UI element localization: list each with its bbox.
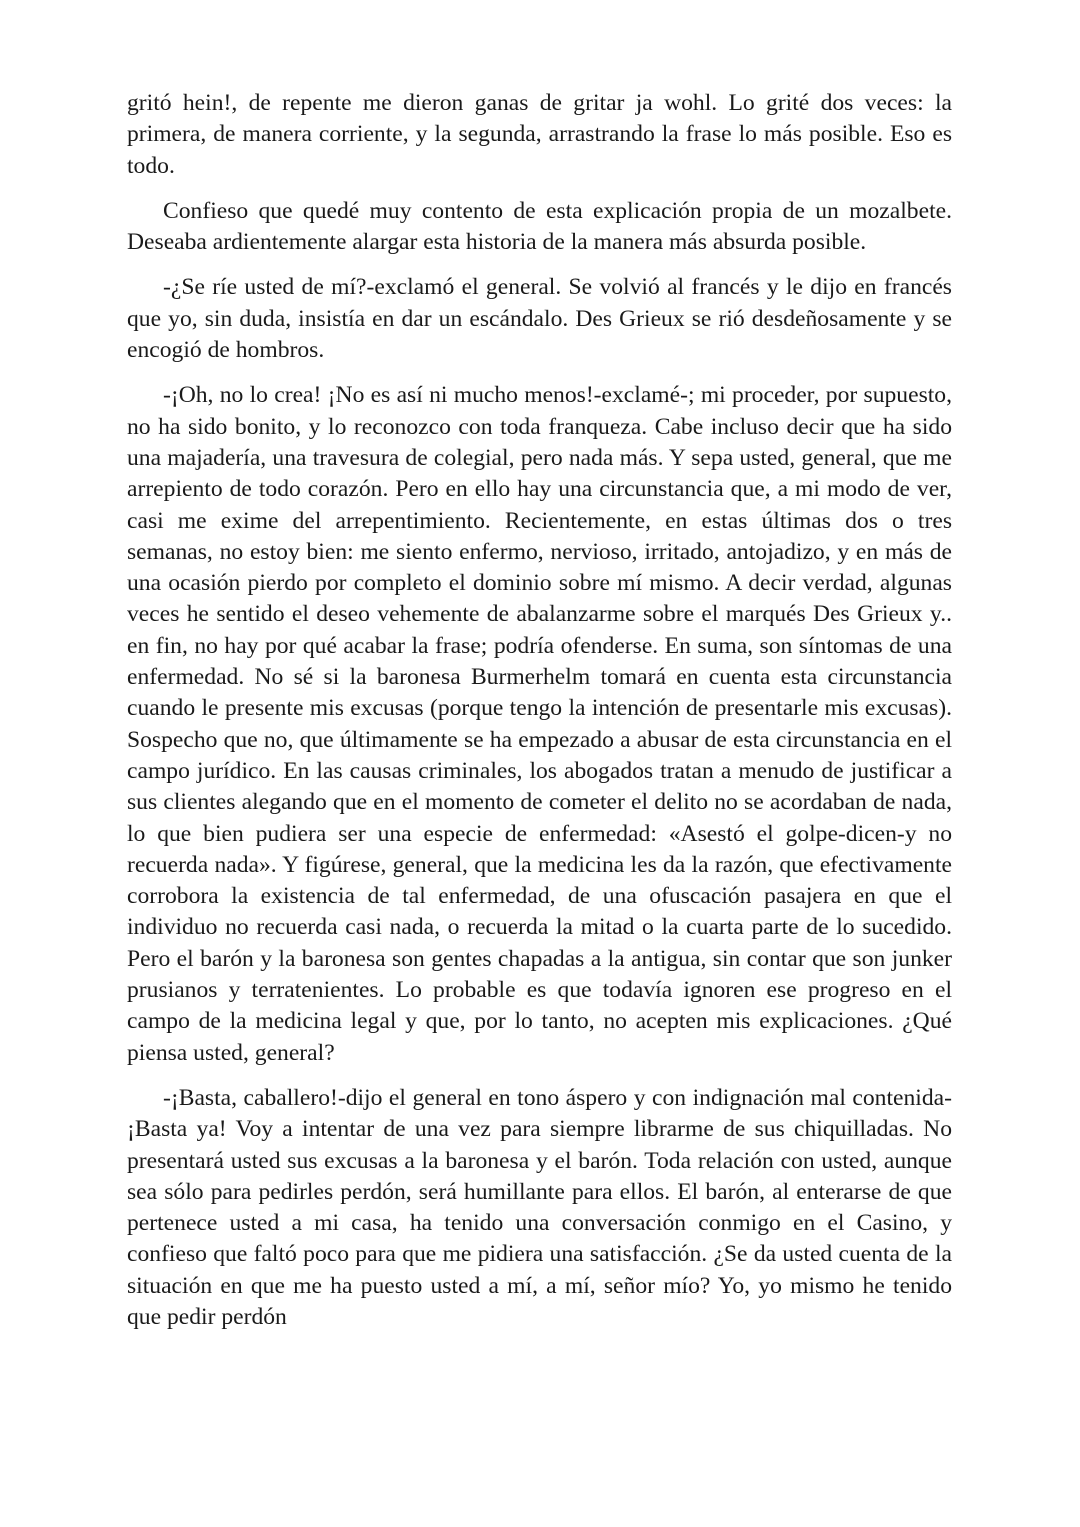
paragraph-general-reply: -¡Basta, caballero!-dijo el general en tono áspero y con indignación mal contenida- ¡Basta ya! Voy a intentar de una vez para siempre librarme de sus chiquilladas. No presentará usted sus excusas a la baronesa y el barón. Toda relación con usted, aunque sea sólo para pedirles perdón, será humillante para ellos. El barón, al enterarse de que pertenece usted a mi casa, ha tenido una conversación conmigo en el Casino, y confieso que faltó poco para que me pidiera una satisfacción. ¿Se da usted cuenta de la situación en que me ha puesto usted a mí, a mí, señor mío? Yo, yo mismo he tenido que pedir perdón [127,1084,952,1330]
paragraph-general-exclaims: -¿Se ríe usted de mí?-exclamó el general. Se volvió al francés y le dijo en francés que yo, sin duda, insistía en dar un escándalo. Des Grieux se rió desdeñosamente y se encogió de hombros. [127,274,952,364]
paragraph-continuation: gritó hein!, de repente me dieron ganas de gritar ja wohl. Lo grité dos veces: la primera, de manera corriente, y la segunda, arrastrando la frase lo más posible. Eso es todo. [127,90,952,179]
document-page [127,88,952,1347]
paragraph-confession: Confieso que quedé muy contento de esta explicación propia de un mozalbete. Deseaba ardientemente alargar esta historia de la manera más absurda posible. [127,197,952,256]
paragraph-narrator-speech: -¡Oh, no lo crea! ¡No es así ni mucho menos!-exclamé-; mi proceder, por supuesto, no ha sido bonito, y lo reconozco con toda franqueza. Cabe incluso decir que ha sido una majadería, una travesura de colegial, pero nada más. Y sepa usted, general, que me arrepiento de todo corazón. Pero en ello hay una circunstancia que, a mi modo de ver, casi me exime del arrepentimiento. Recientemente, en estas últimas dos o tres semanas, no estoy bien: me siento enfermo, nervioso, irritado, antojadizo, y en más de una ocasión pierdo por completo el dominio sobre mí mismo. A decir verdad, algunas veces he sentido el deseo vehemente de abalanzarme sobre el marqués Des Grieux y.. en fin, no hay por qué acabar la frase; podría ofenderse. En suma, son síntomas de una enfermedad. No sé si la baronesa Burmerhelm tomará en cuenta esta circunstancia cuando le presente mis excusas (porque tengo la intención de presentarle mis excusas). Sospecho que no, que últimamente se ha empezado a abusar de esta circunstancia en el campo jurídico. En las causas criminales, los abogados tratan a menudo de justificar a sus clientes alegando que en el momento de cometer el delito no se acordaban de nada, lo que bien pudiera ser una especie de enfermedad: «Asestó el golpe-dicen-y no recuerda nada». Y figúrese, general, que la medicina les da la razón, que efectivamente corrobora la existencia de tal enfermedad, de una ofuscación pasajera en que el individuo no recuerda casi nada, o recuerda la mitad o la cuarta parte de lo sucedido. Pero el barón y la baronesa son gentes chapadas a la antigua, sin contar que son junker prusianos y terratenientes. Lo probable es que todavía ignoren ese progreso en el campo de la medicina legal y que, por lo tanto, no acepten mis explicaciones. ¿Qué piensa usted, general? [127,382,952,1066]
